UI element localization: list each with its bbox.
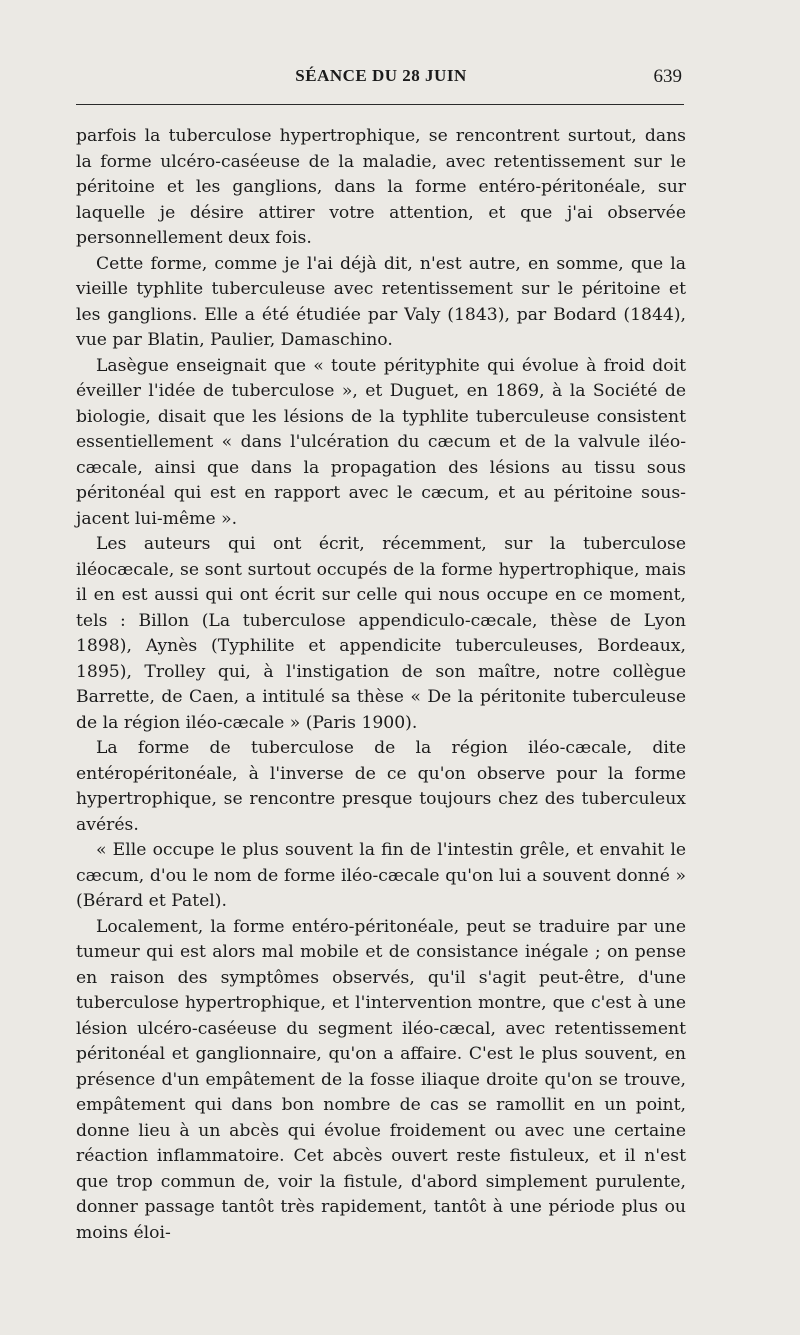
- paragraph: Les auteurs qui ont écrit, récemment, sur la tuberculose iléocæcale, se sont surtout occupés de la forme hypertrophique, mais il en est aussi qui ont écrit sur celle qui nous occupe en ce moment, tels : Billon (La tuberculose appendiculo-cæcale, thèse de Lyon 1898), Aynès (Typhilite et appendicite tuberculeuses, Bordeaux, 1895), Trolley qui, à l'instigation de son maître, notre collègue Barrette, de Caen, a intitulé sa thèse « De la péritonite tuberculeuse de la région iléo-cæcale » (Paris 1900).: [76, 534, 686, 733]
- paragraph: La forme de tuberculose de la région iléo-cæcale, dite entéropéritonéale, à l'inverse de ce qu'on observe pour la forme hypertrophique, se rencontre presque toujours chez des tuberculeux avérés.: [76, 738, 686, 835]
- page-header-title: SÉANCE DU 28 JUIN: [295, 66, 467, 85]
- paragraph: « Elle occupe le plus souvent la fin de l'intestin grêle, et envahit le cæcum, d'ou le nom de forme iléo-cæcale qu'on lui a souvent donné » (Bérard et Patel).: [76, 840, 686, 911]
- header-rule: [76, 104, 684, 105]
- running-head: [76, 66, 686, 102]
- body-text: [76, 124, 686, 1246]
- page-number: 639: [653, 66, 682, 87]
- paragraph: Lasègue enseignait que « toute pérityphite qui évolue à froid doit éveiller l'idée de tuberculose », et Duguet, en 1869, à la Société de biologie, disait que les lésions de la typhlite tuberculeuse consistent essentiellement « dans l'ulcération du cæcum et de la valvule iléo-cæcale, ainsi que dans la propagation des lésions au tissu sous péritonéal qui est en rapport avec le cæcum, et au péritoine sous-jacent lui-même ».: [76, 355, 686, 529]
- paragraph: parfois la tuberculose hypertrophique, se rencontrent surtout, dans la forme ulcéro-caséeuse de la maladie, avec retentissement sur le péritoine et les ganglions, dans la forme entéro-péritonéale, sur laquelle je désire attirer votre attention, et que j'ai observée personnellement deux fois.: [76, 126, 686, 248]
- paragraph: Cette forme, comme je l'ai déjà dit, n'est autre, en somme, que la vieille typhlite tuberculeuse avec retentissement sur le péritoine et les ganglions. Elle a été étudiée par Valy (1843), par Bodard (1844), vue par Blatin, Paulier, Damaschino.: [76, 253, 686, 350]
- paragraph: Localement, la forme entéro-péritonéale, peut se traduire par une tumeur qui est alors mal mobile et de consistance inégale ; on pense en raison des symptômes observés, qu'il s'agit peut-être, d'une tuberculose hypertrophique, et l'intervention montre, que c'est à une lésion ulcéro-caséeuse du segment iléo-cæcal, avec retentissement péritonéal et ganglionnaire, qu'on a affaire. C'est le plus souvent, en présence d'un empâtement de la fosse iliaque droite qu'on se trouve, empâtement qui dans bon nombre de cas se ramollit en un point, donne lieu à un abcès qui évolue froidement ou avec une certaine réaction inflammatoire. Cet abcès ouvert reste fistuleux, et il n'est que trop commun de, voir la fistule, d'abord simplement purulente, donner passage tantôt très rapidement, tantôt à une période plus ou moins éloi-: [76, 916, 686, 1243]
